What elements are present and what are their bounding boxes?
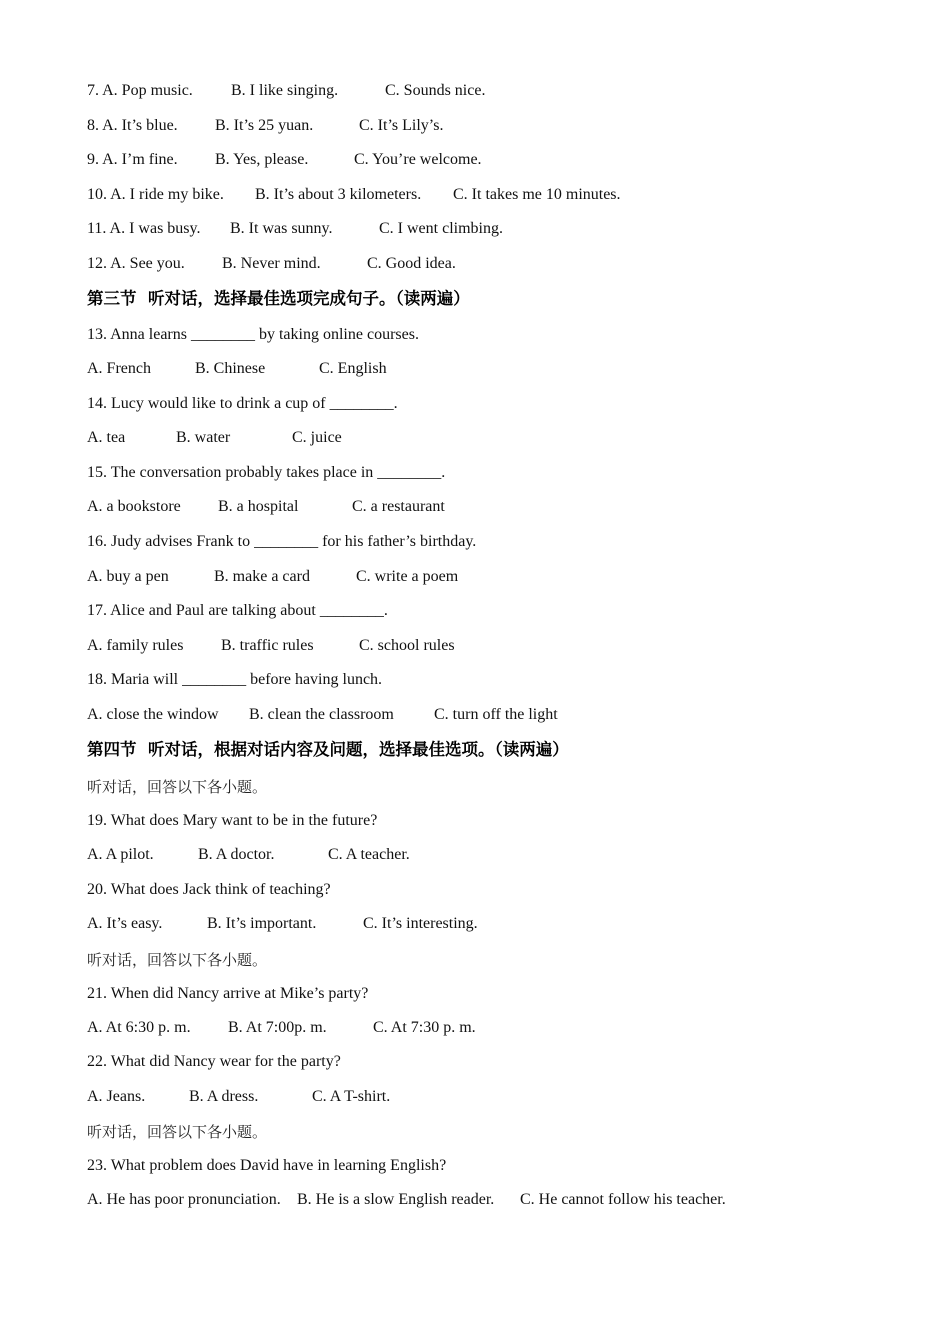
question-23-options xyxy=(87,1190,726,1290)
question-15-stem: 15. The conversation probably takes place in ________. xyxy=(87,464,446,481)
option-a: A. close the window xyxy=(87,706,219,723)
option-a: 7. A. Pop music. xyxy=(87,82,193,99)
option-b: B. At 7:00p. m. xyxy=(228,1019,327,1036)
question-22-stem: 22. What did Nancy wear for the party? xyxy=(87,1053,341,1070)
option-a: A. It’s easy. xyxy=(87,915,163,932)
option-b: B. water xyxy=(176,429,231,446)
option-a: A. buy a pen xyxy=(87,568,169,585)
option-b: B. make a card xyxy=(214,568,310,585)
option-b: B. Yes, please. xyxy=(215,151,309,168)
option-a: A. a bookstore xyxy=(87,498,181,515)
option-b: B. It’s about 3 kilometers. xyxy=(255,186,422,203)
option-c: C. I went climbing. xyxy=(379,220,503,237)
option-a: 9. A. I’m fine. xyxy=(87,151,178,168)
option-b: B. I like singing. xyxy=(231,82,339,99)
option-a: 11. A. I was busy. xyxy=(87,220,201,237)
instruction-1: 听对话，回答以下各小题。 xyxy=(87,778,268,796)
question-17-stem: 17. Alice and Paul are talking about ________. xyxy=(87,602,388,619)
option-b: B. Chinese xyxy=(195,360,266,377)
option-c: C. It’s Lily’s. xyxy=(359,117,444,134)
question-14-stem: 14. Lucy would like to drink a cup of ________. xyxy=(87,395,398,412)
question-13-stem: 13. Anna learns ________ by taking online courses. xyxy=(87,326,419,343)
option-b: B. a hospital xyxy=(218,498,299,515)
option-a: A. tea xyxy=(87,429,126,446)
section-4-heading: 第四节 听对话，根据对话内容及问题，选择最佳选项。（读两遍） xyxy=(87,740,569,759)
question-21-stem: 21. When did Nancy arrive at Mike’s party? xyxy=(87,985,369,1002)
option-b: B. A dress. xyxy=(189,1088,259,1105)
option-c: C. juice xyxy=(292,429,342,446)
section-3-heading: 第三节 听对话，选择最佳选项完成句子。（读两遍） xyxy=(87,289,470,308)
option-c: C. English xyxy=(319,360,387,377)
option-a: A. family rules xyxy=(87,637,184,654)
option-c: C. He cannot follow his teacher. xyxy=(520,1191,726,1208)
option-a: A. French xyxy=(87,360,151,377)
option-a: A. He has poor pronunciation. xyxy=(87,1191,281,1208)
option-a: 12. A. See you. xyxy=(87,255,185,272)
option-c: C. a restaurant xyxy=(352,498,445,515)
option-b: B. Never mind. xyxy=(222,255,321,272)
option-b: B. traffic rules xyxy=(221,637,314,654)
option-c: C. You’re welcome. xyxy=(354,151,482,168)
option-b: B. clean the classroom xyxy=(249,706,394,723)
instruction-2: 听对话，回答以下各小题。 xyxy=(87,951,268,969)
option-c: C. school rules xyxy=(359,637,455,654)
option-c: C. It’s interesting. xyxy=(363,915,478,932)
option-a: 10. A. I ride my bike. xyxy=(87,186,224,203)
option-c: C. It takes me 10 minutes. xyxy=(453,186,621,203)
option-b: B. It’s important. xyxy=(207,915,317,932)
question-18-stem: 18. Maria will ________ before having lunch. xyxy=(87,671,383,688)
option-c: C. A T-shirt. xyxy=(312,1088,391,1105)
option-b: B. He is a slow English reader. xyxy=(297,1191,495,1208)
question-20-stem: 20. What does Jack think of teaching? xyxy=(87,881,331,898)
option-a: 8. A. It’s blue. xyxy=(87,117,178,134)
option-c: C. write a poem xyxy=(356,568,459,585)
question-16-stem: 16. Judy advises Frank to ________ for his father’s birthday. xyxy=(87,533,477,550)
option-a: A. A pilot. xyxy=(87,846,154,863)
option-b: B. A doctor. xyxy=(198,846,275,863)
question-23-stem: 23. What problem does David have in learning English? xyxy=(87,1157,447,1174)
question-19-stem: 19. What does Mary want to be in the future? xyxy=(87,812,378,829)
option-a: A. Jeans. xyxy=(87,1088,146,1105)
option-b: B. It’s 25 yuan. xyxy=(215,117,314,134)
option-b: B. It was sunny. xyxy=(230,220,333,237)
option-a: A. At 6:30 p. m. xyxy=(87,1019,191,1036)
option-c: C. Sounds nice. xyxy=(385,82,486,99)
instruction-3: 听对话，回答以下各小题。 xyxy=(87,1123,268,1141)
option-c: C. Good idea. xyxy=(367,255,456,272)
option-c: C. A teacher. xyxy=(328,846,410,863)
option-c: C. At 7:30 p. m. xyxy=(373,1019,476,1036)
option-c: C. turn off the light xyxy=(434,706,558,723)
